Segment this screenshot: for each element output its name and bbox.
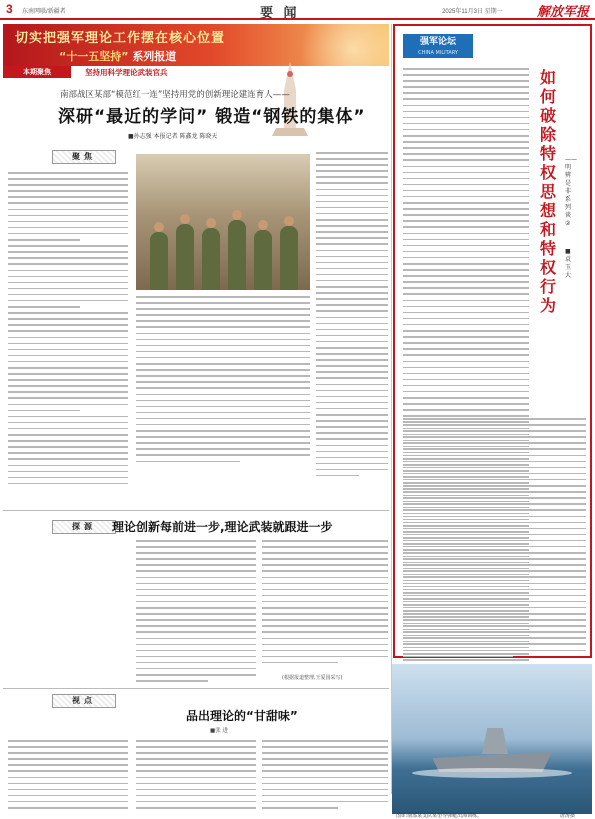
monument-tower-icon <box>260 60 320 140</box>
forum-title: 如何破除特权思想和特权行为 <box>539 68 556 315</box>
section-rule <box>3 510 389 511</box>
forum-body-col-2 <box>403 418 586 662</box>
ship-photo-caption: 图②:南部某支队某型导弹艇出海训练。 <box>396 813 483 819</box>
soldiers-study-photo <box>136 154 310 290</box>
forum-logo-subtext: CHINA MILITARY <box>418 50 458 56</box>
section-rule-2 <box>3 688 389 689</box>
opinion-col-2 <box>136 740 256 813</box>
feature-tag-text: 坚持用科学理论武装官兵 <box>85 68 168 77</box>
banner-subtitle <box>59 48 176 64</box>
issue-date: 2025年11月3日 星期一 <box>442 9 503 15</box>
series-banner <box>3 24 389 66</box>
focus-label: 聚焦 <box>52 150 116 164</box>
forum-panel <box>393 24 592 658</box>
forum-logo-text: 强军论坛 <box>419 37 456 47</box>
masthead <box>0 0 595 20</box>
section-title: 要 闻 <box>260 6 300 21</box>
article-body-col-3 <box>316 152 388 481</box>
newspaper-logo: 解放军报 <box>536 5 589 20</box>
mid-article-col-1 <box>136 540 256 686</box>
forum-series: ——明辨是非系列谈② <box>565 156 577 227</box>
article-body-col-1 <box>8 172 128 489</box>
opinion-label: 视点 <box>52 694 116 708</box>
page-number: 3 <box>6 2 13 16</box>
opinion-col-1 <box>8 740 128 813</box>
ship-photo-credit: 唐涛摄 <box>560 813 576 819</box>
mid-article-col-2 <box>262 540 388 668</box>
forum-author: ■袁玉大 <box>565 248 572 279</box>
forum-logo <box>403 34 473 58</box>
banner-subtitle-highlight: “十一五坚持” <box>59 50 129 63</box>
mid-article-source: (根据报道整理,王爱国采写) <box>282 675 343 681</box>
article-kicker: 南部战区某部“模范红一连”坚持用党的创新理论建连育人—— <box>60 90 290 100</box>
feature-tag: 本期聚焦 <box>3 66 71 78</box>
mid-article-title: 理论创新每前进一步,理论武装就跟进一步 <box>112 520 333 534</box>
article-byline: ■孙志强 本报记者 陈鑫龙 陈晓天 <box>128 133 218 140</box>
opinion-title: 品出理论的“甘甜味” <box>186 709 298 723</box>
article-body-col-2 <box>136 296 310 467</box>
opinion-byline: ■张 进 <box>210 728 228 734</box>
opinion-col-3 <box>262 740 388 813</box>
banner-subtitle-rest: 系列报道 <box>132 50 177 63</box>
edition-line: 东南网联/新疆者 <box>22 9 66 15</box>
missile-boat-photo <box>392 664 592 814</box>
banner-title: 切实把强军理论工作摆在核心位置 <box>15 31 226 46</box>
explore-label: 探源 <box>52 520 116 534</box>
article-headline: 深研“最近的学问” 锻造“钢铁的集体” <box>58 107 366 127</box>
